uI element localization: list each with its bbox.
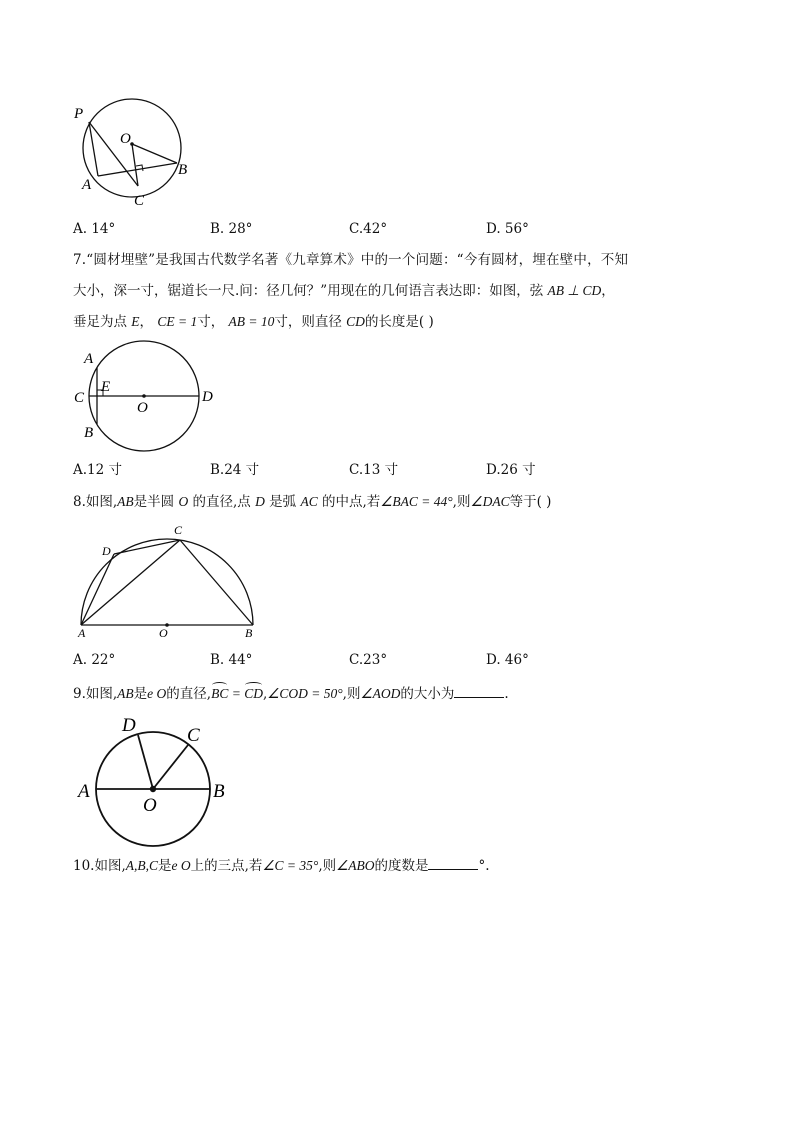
q6-segment-ob — [132, 144, 177, 163]
q9-aod: ∠AOD — [360, 686, 401, 701]
q7-l3-ce: CE = 1 — [157, 314, 198, 329]
q8-label-o: O — [159, 626, 168, 640]
q7-circle-figure — [70, 340, 230, 455]
q7-center-dot — [142, 394, 146, 398]
q6-label-a: A — [82, 177, 92, 193]
q8-t5: 的中点,若 — [322, 494, 381, 510]
q8-t7: 等于( ) — [509, 494, 552, 510]
q6-chord-ab — [98, 163, 177, 176]
q8-label-c: C — [174, 523, 183, 537]
q7-line-3 — [73, 312, 434, 332]
q7-option-d: D.26 寸 — [486, 462, 536, 478]
q6-label-o: O — [120, 131, 131, 147]
q8-ac: AC — [300, 494, 318, 509]
q9-label-b: B — [213, 781, 225, 802]
q9-t5: ,则 — [342, 686, 361, 702]
q9-label-o: O — [143, 795, 157, 816]
q7-l3-c: 寸， — [197, 314, 225, 330]
q7-option-b: B.24 寸 — [210, 462, 260, 478]
q9-arc-cd: CD — [244, 684, 263, 704]
q6-label-p: P — [74, 106, 84, 122]
q9-equals: = — [228, 686, 245, 701]
q9-radius-od — [138, 735, 153, 789]
q7-label-a: A — [84, 351, 94, 367]
q7-l3-e: E — [131, 314, 140, 329]
q9-t3: 的直径, — [166, 686, 212, 702]
q10-t2: 是 — [158, 858, 172, 874]
q8-semicircle-figure — [70, 518, 270, 643]
q9-arc-bc: BC — [211, 684, 228, 704]
q7-l3-b: ， — [139, 314, 154, 330]
q8-t2: 是半圆 — [133, 494, 175, 510]
q6-option-a: A. 14° — [73, 221, 116, 237]
q9-t4: , — [263, 686, 268, 702]
q10-angle-c: ∠C = 35° — [262, 858, 319, 873]
q9-t2: 是 — [133, 686, 148, 702]
q7-line-2-end: ， — [601, 283, 615, 299]
q8-d: D — [255, 494, 265, 509]
q9-t7: . — [504, 686, 509, 702]
q9-question — [73, 683, 509, 704]
q7-l3-a: 垂足为点 — [73, 314, 127, 330]
q7-ab-perp-cd: AB ⊥ CD — [547, 283, 602, 298]
q8-option-d: D. 46° — [486, 652, 529, 668]
q9-ab: AB — [117, 686, 134, 701]
q8-label-b: B — [245, 626, 253, 640]
q6-chord-pa — [89, 122, 98, 176]
q8-segment-ac — [81, 540, 180, 625]
q9-circle-o: e O — [147, 686, 167, 701]
q8-t1: 8.如图, — [73, 494, 118, 510]
q7-l3-ab: AB = 10 — [228, 314, 275, 329]
q8-question — [73, 492, 551, 512]
q10-t6: °. — [478, 858, 490, 874]
q6-option-b: B. 28° — [210, 221, 253, 237]
q9-label-c: C — [187, 725, 200, 746]
q8-segment-ad — [81, 554, 114, 625]
q8-dac: ∠DAC — [470, 494, 510, 509]
q10-answer-blank[interactable] — [428, 855, 478, 870]
q7-l3-d: 寸，则直径 — [274, 314, 342, 330]
q8-option-b: B. 44° — [210, 652, 253, 668]
q9-answer-blank[interactable] — [454, 683, 504, 698]
q6-circle-figure — [70, 100, 200, 210]
q7-line-2 — [73, 281, 615, 301]
q10-circle-o: e O — [171, 858, 191, 873]
q8-t4: 是弧 — [269, 494, 297, 510]
q10-t5: 的度数是 — [374, 858, 429, 874]
q7-l3-cd: CD — [346, 314, 365, 329]
q9-label-d: D — [122, 715, 136, 736]
q8-option-a: A. 22° — [73, 652, 116, 668]
q9-t6: 的大小为 — [400, 686, 455, 702]
q7-line-2-text: 大小，深一寸，锯道长一尺.问：径几何？”用现在的几何语言表达即：如图，弦 — [73, 283, 544, 299]
q8-bac: ∠BAC = 44° — [380, 494, 453, 509]
q6-option-d: D. 56° — [486, 221, 529, 237]
q7-l3-e-end: 的长度是( ) — [364, 314, 434, 330]
q9-center-dot — [150, 786, 156, 792]
q7-label-e: E — [101, 379, 111, 395]
q8-t6: ,则 — [452, 494, 471, 510]
q8-o: O — [178, 494, 189, 509]
q6-label-c: C — [134, 193, 145, 209]
q7-label-d: D — [202, 389, 213, 405]
q8-segment-dc — [114, 540, 180, 554]
q8-label-d: D — [102, 544, 111, 558]
q10-abo: ∠ABO — [336, 858, 375, 873]
q7-label-c: C — [74, 390, 85, 406]
q9-label-a: A — [78, 781, 90, 802]
q7-label-o: O — [137, 400, 148, 416]
q9-t1: 9.如图, — [73, 686, 118, 702]
q10-t1: 10.如图, — [73, 858, 126, 874]
q8-option-c: C.23° — [349, 652, 388, 668]
q10-t4: ,则 — [318, 858, 337, 874]
q10-question — [73, 855, 490, 876]
q6-option-c: C.42° — [349, 221, 388, 237]
q8-label-a: A — [78, 626, 86, 640]
q10-abc: A,B,C — [125, 858, 159, 873]
q10-t3: 上的三点,若 — [190, 858, 263, 874]
q7-label-b: B — [84, 425, 94, 441]
q9-cod: ∠COD = 50° — [267, 686, 343, 701]
q7-option-c: C.13 寸 — [349, 462, 399, 478]
q8-ab: AB — [117, 494, 134, 509]
q6-label-b: B — [178, 162, 188, 178]
q9-radius-oc — [153, 745, 188, 789]
q7-line-1: 7.“圆材埋壁”是我国古代数学名著《九章算术》中的一个问题：“今有圆材，埋在壁中，不知 — [73, 252, 629, 268]
q8-t3: 的直径,点 — [192, 494, 251, 510]
q7-option-a: A.12 寸 — [73, 462, 123, 478]
q9-circle-figure — [75, 710, 245, 845]
